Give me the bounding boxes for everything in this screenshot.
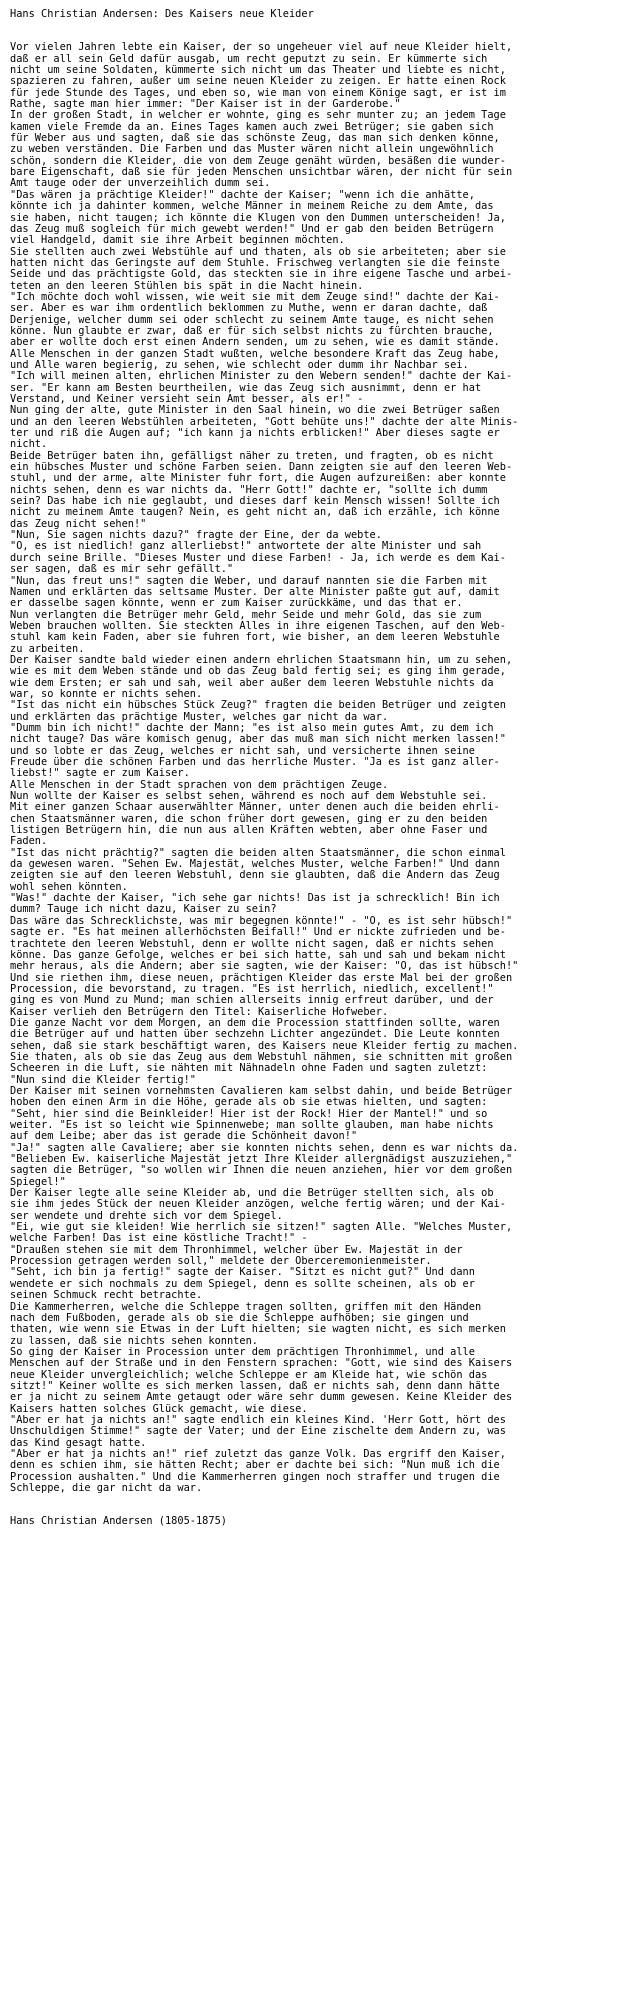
author-footer: Hans Christian Andersen (1805-1875) [10, 1515, 227, 1528]
paragraph: "Aber er hat ja nichts an!" rief zuletzt das ganze Volk. Das ergriff den Kaiser, denn es schien ihm, sie hätten Recht; aber er dachte bei sich: "Nun muß ich die Procession aushalten." Und die Kammerherren gingen noch straffer und trugen die Schleppe, die gar nicht da war. [10, 1447, 506, 1494]
paragraph: "Das wären ja prächtige Kleider!" dachte der Kaiser; "wenn ich die anhätte, könnte ich ja dahinter kommen, welche Männer in meinem Reiche zu dem Amte, das sie haben, nicht taugen; ich könnte die Klugen von den Dummen unterscheiden! Ja, das Zeug muß sogleich für mich gewebt werden!" Und er gab den beiden Betrügern viel Handgeld, damit sie ihre Arbeit beginnen möchten. [10, 188, 506, 247]
paragraph: Sie stellten auch zwei Webstühle auf und thaten, als ob sie arbeiteten; aber sie hatten nicht das Geringste auf dem Stuhle. Frischweg verlangten sie die feinste Seide und das prächtigste Gold, das steckten sie in ihre eigene Tasche und arbei- teten an den leeren Stühlen bis spät in die Nacht hinein. [10, 245, 513, 292]
paragraph: Nun ging der alte, gute Minister in den Saal hinein, wo die zwei Betrüger saßen und an den leeren Webstühlen arbeiteten, "Gott behüte uns!" dachte der alte Minis- ter und riß die Augen auf; "ich kann ja nichts erblicken!" Aber dieses sagte er nicht. [10, 404, 519, 451]
paragraph: "Aber er hat ja nichts an!" sagte endlich ein kleines Kind. 'Herr Gott, hört des Unschuldigen Stimme!" sagte der Vater; und der Eine zischelte dem Andern zu, was das Kind gesagt hatte. [10, 1413, 506, 1449]
paragraph: "Draußen stehen sie mit dem Thronhimmel, welcher über Ew. Majestät in der Procession getragen werden soll," meldete der Oberceremonienmeister. [10, 1243, 463, 1268]
footer-spacer [10, 1494, 626, 1516]
paragraph: So ging der Kaiser in Procession unter dem prächtigen Thronhimmel, und alle Menschen auf der Straße und in den Fenstern sprachen: "Gott, wie sind des Kaisers neue Kleider unvergleichlich; welche Schleppe er am Kleide hat, wie schön das sitzt!" Keiner wollte es sich merken lassen, daß er nichts sah, denn dann hätte er ja nicht zu seinem Amte getaugt oder wäre sehr dumm gewesen. Keine Kleider des Kaisers hatten solches Glück gemacht, wie diese. [10, 1345, 513, 1415]
paragraph: Vor vielen Jahren lebte ein Kaiser, der so ungeheuer viel auf neue Kleider hielt, daß er all sein Geld dafür ausgab, um recht geputzt zu sein. Er kümmerte sich nicht um seine Soldaten, kümmerte sich nicht um das Theater und liebte es nicht, spazieren zu fahren, außer um seine neuen Kleider zu zeigen. Er hatte einen Rock für jede Stunde des Tages, und eben so, wie man von einem Könige sagt, er ist im Rathe, sagte man hier immer: "Der Kaiser ist in der Garderobe." [10, 41, 513, 111]
paragraph: "Nun, das freut uns!" sagten die Weber, und darauf nannten sie die Farben mit Namen und erklärten das seltsame Muster. Der alte Minister paßte gut auf, damit er dasselbe sagen könnte, wenn er zum Kaiser zurückkäme, und das that er. [10, 574, 500, 610]
paragraph: Das wäre das Schrecklichste, was mir begegnen könnte!" - "O, es ist sehr hübsch!" sagte er. "Es hat meinen allerhöchsten Beifall!" Und er nickte zufrieden und be- trachtete den leeren Webstuhl, denn er wollte nicht sagen, daß er nichts sehen könne. Das ganze Gefolge, welches er bei sich hatte, sah und sah und bekam nicht mehr heraus, als die Andern; aber sie sagten, wie der Kaiser: "O, das ist hübsch!" Und sie riethen ihm, diese neuen, prächtigen Kleider das erste Mal bei der großen Procession, die bevorstand, zu tragen. "Es ist herrlich, niedlich, excellent!" ging es von Mund zu Mund; man schien allerseits innig erfreut darüber, und der Kaiser verlieh den Betrügern den Titel: Kaiserliche Hofweber. [10, 914, 519, 1018]
paragraph: Alle Menschen in der Stadt sprachen von dem prächtigen Zeuge. [10, 778, 389, 791]
paragraph: Nun wollte der Kaiser es selbst sehen, während es noch auf dem Webstuhle sei. Mit einer ganzen Schaar auserwählter Männer, unter denen auch die beiden ehrli- chen Staatsmänner waren, die schon früher dort gewesen, ging er zu den beiden listigen Betrügern hin, die nun aus allen Kräften webten, aber ohne Faser und Faden. [10, 790, 500, 848]
paragraph: "Ist das nicht ein hübsches Stück Zeug?" fragten die beiden Betrüger und zeigten und erklärten das prächtige Muster, welches gar nicht da war. [10, 699, 506, 723]
document-title: Hans Christian Andersen: Des Kaisers neue Kleider [10, 8, 314, 20]
paragraph: "Ei, wie gut sie kleiden! Wie herrlich sie sitzen!" sagten Alle. "Welches Muster, welche Farben! Das ist eine köstliche Tracht!" - [10, 1221, 513, 1245]
paragraph: Nun verlangten die Betrüger mehr Geld, mehr Seide und mehr Gold, das sie zum Weben brauchen wollten. Sie steckten Alles in ihre eigenen Taschen, auf den Web- stuhl kam kein Faden, aber sie fuhren fort, wie bisher, an dem leeren Webstuhle zu arbeiten. [10, 608, 506, 655]
paragraph: "Nun, Sie sagen nichts dazu?" fragte der Eine, der da webte. [10, 529, 382, 542]
paragraph: In der großen Stadt, in welcher er wohnte, ging es sehr munter zu; an jedem Tage kamen viele Fremde da an. Eines Tages kamen auch zwei Betrüger; sie gaben sich für Weber aus und sagten, daß sie das schönste Zeug, das man sich denken könne, zu weben verständen. Die Farben und das Muster wären nicht allein ungewöhnlich schön, sondern die Kleider, die von dem Zeuge genäht würden, besäßen die wunder- bare Eigenschaft, daß sie für jeden Menschen unsichtbar wären, der nicht für sein Amt tauge oder der unverzeihlich dumm sei. [10, 109, 513, 190]
paragraph: "Belieben Ew. kaiserliche Majestät jetzt Ihre Kleider allergnädigst auszuziehen," sagten die Betrüger, "so wollen wir Ihnen die neuen anziehen, hier vor dem großen Spiegel!" [10, 1153, 513, 1188]
paragraph: Beide Betrüger baten ihn, gefälligst näher zu treten, und fragten, ob es nicht ein hübsches Muster und schöne Farben seien. Dann zeigten sie auf den leeren Web- stuhl, und der arme, alte Minister fuhr fort, die Augen aufzureißen: aber konnte nichts sehen, denn es war nichts da. "Herr Gott!" dachte er, "sollte ich dumm sein? Das habe ich nie geglaubt, und dieses darf kein Mensch wissen! Sollte ich nicht zu meinem Amte taugen? Nein, es geht nicht an, daß ich erzähle, ich könne das Zeug nicht sehen!" [10, 449, 513, 530]
paragraph: Die Kammerherren, welche die Schleppe tragen sollten, griffen mit den Händen nach dem Fußboden, gerade als ob sie die Schleppe aufhöben; sie gingen und thaten, wie wenn sie Etwas in der Luft hielten; sie wagten nicht, es sich merken zu lassen, daß sie nichts sehen konnten. [10, 1300, 506, 1347]
title-spacer [10, 20, 626, 42]
paragraph: "Ja!" sagten alle Cavaliere; aber sie konnten nichts sehen, denn es war nichts da. [10, 1141, 519, 1154]
paragraph: "Ist das nicht prächtig?" sagten die beiden alten Staatsmänner, die schon einmal da gewesen waren. "Sehen Ew. Majestät, welches Muster, welche Farben!" Und dann zeigten sie auf den leeren Webstuhl, denn sie glaubten, daß die Andern das Zeug wohl sehen könnten. [10, 846, 506, 893]
story-body [10, 42, 626, 1494]
paragraph: Der Kaiser mit seinen vornehmsten Cavalieren kam selbst dahin, und beide Betrüger hoben den einen Arm in die Höhe, gerade als ob sie etwas hielten, und sagten: "Seht, hier sind die Beinkleider! Hier ist der Rock! Hier der Mantel!" und so weiter. "Es ist so leicht wie Spinnenwebe; man sollte glauben, man habe nichts auf dem Leibe; aber das ist gerade die Schönheit davon!" [10, 1084, 513, 1143]
paragraph: "Was!" dachte der Kaiser, "ich sehe gar nichts! Das ist ja schrecklich! Bin ich dumm? Tauge ich nicht dazu, Kaiser zu sein? [10, 892, 500, 916]
paragraph: "Dumm bin ich nicht!" dachte der Mann; "es ist also mein gutes Amt, zu dem ich nicht tauge? Das wäre komisch genug, aber das muß man sich nicht merken lassen!" und so lobte er das Zeug, welches er nicht sah, und versicherte ihnen seine Freude über die schönen Farben und das herrliche Muster. "Ja es ist ganz aller- liebst!" sagte er zum Kaiser. [10, 721, 506, 780]
paragraph: Der Kaiser sandte bald wieder einen andern ehrlichen Staatsmann hin, um zu sehen, wie es mit dem Weben stände und ob das Zeug bald fertig sei; es ging ihm gerade, wie dem Ersten; er sah und sah, weil aber außer dem leeren Webstuhle nichts da war, so konnte er nichts sehen. [10, 653, 513, 700]
paragraph: Die ganze Nacht vor dem Morgen, an dem die Procession stattfinden sollte, waren die Betrüger auf und hatten über sechzehn Lichter angezündet. Die Leute konnten sehen, daß sie stark beschäftigt waren, des Kaisers neue Kleider fertig zu machen. Sie thaten, als ob sie das Zeug aus dem Webstuhl nähmen, sie schnitten mit großen Scheeren in die Luft, sie nähten mit Nähnadeln ohne Faden und sagten zuletzt: "Nun sind die Kleider fertig!" [10, 1016, 519, 1086]
paragraph: "Seht, ich bin ja fertig!" sagte der Kaiser. "Sitzt es nicht gut?" Und dann wendete er sich nochmals zu dem Spiegel, denn es sollte scheinen, als ob er seinen Schmuck recht betrachte. [10, 1266, 475, 1302]
paragraph: "O, es ist niedlich! ganz allerliebst!" antwortete der alte Minister und sah durch seine Brille. "Dieses Muster und diese Farben! - Ja, ich werde es dem Kai- ser sagen, daß es mir sehr gefällt." [10, 540, 506, 576]
paragraph: Der Kaiser legte alle seine Kleider ab, und die Betrüger stellten sich, als ob sie ihm jedes Stück der neuen Kleider anzögen, welche fertig wären; und der Kai- ser wendete und drehte sich vor dem Spiegel. [10, 1187, 506, 1222]
paragraph: "Ich möchte doch wohl wissen, wie weit sie mit dem Zeuge sind!" dachte der Kai- ser. Aber es war ihm ordentlich beklommen zu Muthe, wenn er daran dachte, daß Derjenige, welcher dumm sei oder schlecht zu seinem Amte tauge, es nicht sehen könne. Nun glaubte er zwar, daß er für sich selbst nichts zu fürchten brauche, aber er wollte doch erst einen Andern senden, um zu sehen, wie es damit stände. Alle Menschen in der ganzen Stadt wußten, welche besondere Kraft das Zeug habe, und Alle waren begierig, zu sehen, wie schlecht oder dumm ihr Nachbar sei. [10, 290, 500, 371]
paragraph: "Ich will meinen alten, ehrlichen Minister zu den Webern senden!" dachte der Kai- ser. "Er kann am Besten beurtheilen, wie das Zeug sich ausnimmt, denn er hat Verstand, und Keiner versieht sein Amt besser, als er!" - [10, 370, 513, 405]
